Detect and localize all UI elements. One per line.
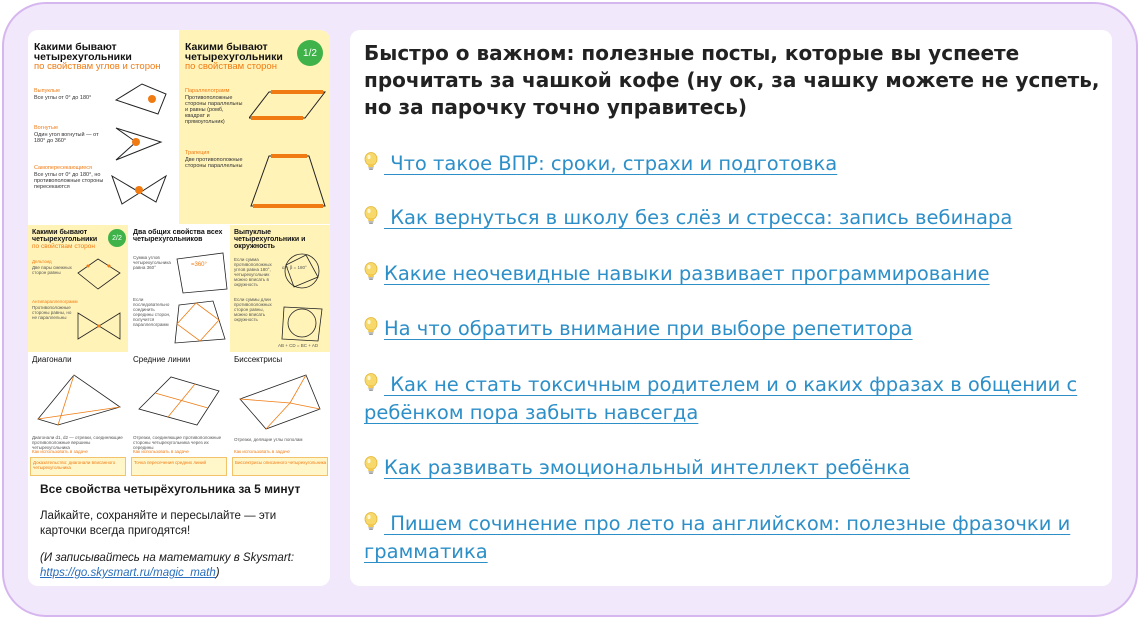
card-bisectors — [230, 353, 330, 478]
label: Вогнутые — [34, 125, 59, 131]
card-subtitle: по свойствам сторон — [185, 61, 277, 72]
card-title: Какими бывают четырехугольники — [185, 41, 283, 63]
post-link-programming[interactable]: Какие неочевидные навыки развивает программирование — [364, 260, 1084, 288]
card-subtitle: по свойствам сторон — [32, 243, 95, 250]
card-subtitle: по свойствам углов и сторон — [34, 61, 161, 72]
post-link-toxic-parent[interactable]: Как не стать токсичным родителем и о каких фразах в общении с ребёнком пора забыть навсегда — [364, 373, 1078, 424]
text: Сумма углов четырехугольника равна 360° — [133, 255, 171, 270]
page-badge: 1/2 — [297, 40, 323, 66]
lightbulb-icon — [364, 206, 378, 226]
text: Как использовать в задаче — [133, 449, 189, 454]
lightbulb-icon — [364, 456, 378, 476]
quadrilateral-shapes-icon — [106, 76, 176, 216]
text: Противоположные стороны равны, но не параллельны — [32, 305, 72, 320]
text: Если последовательно соединить середины сторон, получится параллелограмм — [133, 297, 171, 327]
lightbulb-icon — [364, 512, 378, 532]
parallelogram-trapezoid-icon — [249, 86, 329, 216]
text: Диагонали d1, d2 — отрезки, соединяющие противоположные вершины четырехугольника — [32, 435, 123, 450]
post-link-tutor[interactable]: На что обратить внимание при выборе репетитора — [364, 315, 1084, 343]
post-link-back-to-school[interactable]: Как вернуться в школу без слёз и стресса: запись вебинара — [364, 204, 1084, 232]
formula: AB + CD = BC + AD — [278, 343, 319, 348]
card-title: Какими бывают четырехугольники — [32, 229, 98, 243]
posts-heading: Быстро о важном: полезные посты, которые вы успеете прочитать за чашкой кофе (ну ок, за чашку можете не успеть, но за парочку точно управитесь) — [364, 41, 1100, 119]
card-circle — [230, 225, 330, 352]
lightbulb-icon — [364, 317, 378, 337]
card-title: Два общих свойства всех четырехугольников — [133, 229, 223, 243]
lightbulb-icon — [364, 373, 378, 393]
text: Если суммы длин противоположных сторон равны, можно вписать окружность — [234, 297, 272, 322]
card-midlines — [129, 353, 229, 478]
text: Отрезки, делящие углы пополам — [234, 437, 303, 442]
label: Антипараллелограмм — [32, 299, 78, 304]
diagonals-icon — [34, 369, 124, 429]
text: Две пары смежных сторон равны — [32, 265, 72, 275]
card-diagonals — [28, 353, 128, 478]
label: Дельтоид — [32, 259, 52, 264]
skysmart-link[interactable]: https://go.skysmart.ru/magic_math — [40, 567, 216, 579]
card-title: Какими бывают четырехугольники — [34, 41, 132, 63]
text: Биссектрисы описанного четырехугольника — [235, 460, 327, 465]
card-title: Средние линии — [133, 355, 191, 364]
text: Доказательство: диагонали вписанного четырехугольника — [33, 460, 116, 470]
label: Параллелограмм — [185, 88, 230, 94]
text: Один угол вогнутый — от 180° до 360° — [34, 132, 99, 144]
midlines-icon — [135, 369, 225, 429]
lightbulb-icon — [364, 152, 378, 172]
text: Если сумма противоположных углов равна 180°, четырехугольник можно вписать в окружность — [234, 257, 272, 287]
label: Выпуклые — [34, 88, 61, 94]
useful-posts-card — [350, 30, 1112, 586]
angle-sum-label: =360° — [191, 262, 207, 268]
image-post-card — [28, 30, 330, 586]
text: Противоположные стороны параллельны и равны (ромб, квадрат и прямоугольник) — [185, 95, 243, 125]
page-badge: 2/2 — [108, 229, 126, 247]
text: Отрезки, соединяющие противоположные стороны четырехугольника через их середины — [133, 435, 222, 450]
formula: α + β = 180° — [282, 265, 307, 270]
cards-collage-image[interactable] — [28, 30, 330, 500]
label: Самопересекающиеся — [34, 165, 92, 171]
post-caption — [40, 482, 322, 581]
card-title: Выпуклые четырехугольники и окружность — [234, 229, 306, 250]
text: Две противоположные стороны параллельны — [185, 157, 243, 169]
text: Все углы от 0° до 180° — [34, 95, 92, 101]
post-body: Лайкайте, сохраняйте и пересылайте — эти карточки всегда пригодятся! — [40, 510, 277, 537]
card-common-properties — [129, 225, 229, 352]
lightbulb-icon — [364, 262, 378, 282]
label: Трапеция — [185, 150, 210, 156]
post-note: (И записывайтесь на математику в Skysmart: https://go.skysmart.ru/magic_math) — [40, 552, 295, 579]
kite-antiparallelogram-icon — [74, 253, 126, 349]
post-link-english-essay[interactable]: Пишем сочинение про лето на английском: полезные фразочки и грамматика — [364, 512, 1071, 563]
bisectors-icon — [236, 369, 326, 433]
text: Как использовать в задаче — [32, 449, 88, 454]
post-title: Все свойства четырёхугольника за 5 минут — [40, 482, 301, 496]
card-angles-sides — [28, 30, 178, 224]
card-title: Биссектрисы — [234, 355, 283, 364]
post-link-emotional-iq[interactable]: Как развивать эмоциональный интеллект ребёнка — [364, 454, 1084, 482]
text: Точка пересечения средних линий — [134, 460, 206, 465]
card-sides-1 — [179, 30, 330, 224]
post-link-vpr[interactable]: Что такое ВПР: сроки, страхи и подготовка — [364, 150, 1084, 178]
card-title: Диагонали — [32, 355, 72, 364]
text: Все углы от 0° до 180°, но противоположные стороны пересекаются — [34, 172, 104, 190]
card-sides-2 — [28, 225, 128, 352]
text: Как использовать в задаче — [234, 449, 290, 454]
